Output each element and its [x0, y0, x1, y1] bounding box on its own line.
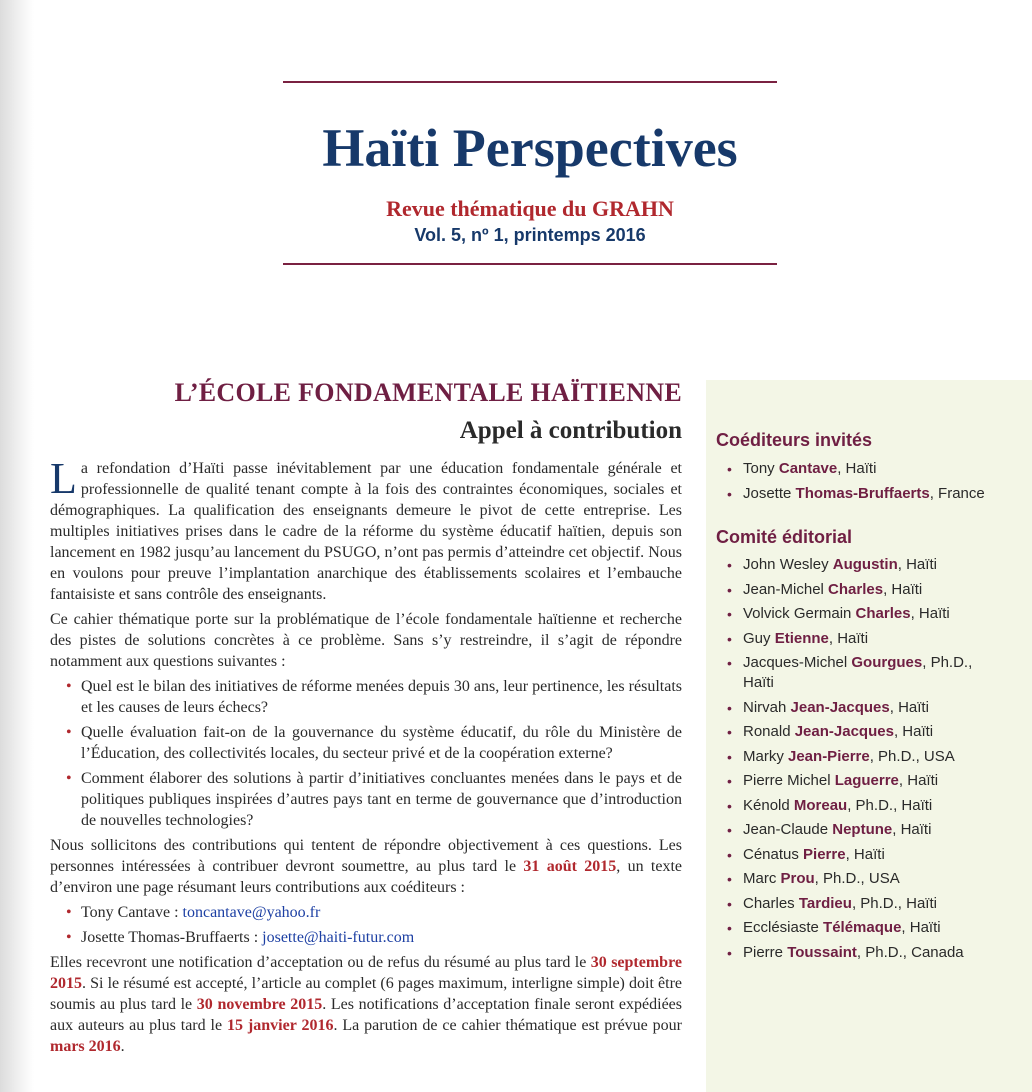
list-item: • Jean-Michel Charles, Haïti — [727, 580, 1017, 600]
list-item: • Ecclésiaste Télémaque, Haïti — [727, 918, 1017, 938]
timeline-text: . La parution de ce cahier thématique est prévue pour — [333, 1017, 683, 1034]
deadline-date: 31 août 2015 — [523, 858, 617, 875]
list-item: • Marc Prou, Ph.D., USA — [727, 869, 1017, 889]
coeditors-list — [727, 459, 1017, 508]
list-item: • Marky Jean-Pierre, Ph.D., USA — [727, 747, 1017, 767]
timeline-text: . Si le résumé est accepté, l’article au complet (6 pages maximum, interligne simple) doit être soumis au plus tard le — [50, 975, 682, 1013]
contact-item — [81, 927, 682, 948]
list-item: • Ronald Jean-Jacques, Haïti — [727, 722, 1017, 742]
list-item: • Charles Tardieu, Ph.D., Haïti — [727, 894, 1017, 914]
article — [50, 376, 682, 1061]
committee-heading: Comité éditorial — [716, 527, 853, 547]
list-item: • Josette Thomas-Bruffaerts, France — [727, 484, 1017, 504]
contact-item — [81, 902, 682, 923]
article-subtitle: Appel à contribution — [459, 417, 682, 444]
list-item: • Pierre Michel Laguerre, Haïti — [727, 771, 1017, 791]
header-top-rule — [283, 81, 777, 83]
committee-list — [727, 555, 1017, 967]
contact-name: Tony Cantave : — [81, 904, 183, 921]
list-item: • Quelle évaluation fait-on de la gouvernance du système éducatif, du rôle du Ministère de l’Éducation, des collectivités locales, du secteur privé et de la coopération externe? — [81, 722, 682, 764]
journal-issue: Vol. 5, nº 1, printemps 2016 — [414, 225, 646, 245]
list-item: • Guy Etienne, Haïti — [727, 629, 1017, 649]
page-edge-shadow — [0, 0, 34, 1092]
deadline-date: 30 septembre 2015 — [50, 954, 682, 992]
list-item: • Jacques-Michel Gourgues, Ph.D., Haïti — [727, 653, 993, 693]
journal-subtitle: Revue thématique du GRAHN — [386, 196, 674, 221]
publication-date: mars 2016 — [50, 1038, 121, 1055]
header-bottom-rule — [283, 263, 777, 265]
list-item: • Kénold Moreau, Ph.D., Haïti — [727, 796, 1017, 816]
list-item: • Tony Cantave, Haïti — [727, 459, 1017, 479]
deadline-date: 30 novembre 2015 — [196, 996, 323, 1013]
submission-paragraph — [50, 835, 682, 898]
editors-sidebar — [706, 380, 1032, 1092]
email-link[interactable]: josette@haiti-futur.com — [262, 929, 415, 946]
timeline-text: . Les notifications d’acceptation finale seront expédiées aux auteurs au plus tard le — [50, 996, 683, 1034]
list-item: • Nirvah Jean-Jacques, Haïti — [727, 698, 1017, 718]
list-item: • Comment élaborer des solutions à partir d’initiatives concluantes menées dans le pays et de politiques publiques inspirées d’autres pays tant en terme de gouvernance que d’introduction de nouvelles technologies? — [81, 768, 682, 831]
drop-cap: L — [50, 454, 77, 503]
deadline-date: 15 janvier 2016 — [227, 1017, 334, 1034]
timeline-paragraph — [50, 952, 682, 1057]
list-item: • Cénatus Pierre, Haïti — [727, 845, 1017, 865]
contacts-list — [50, 902, 682, 948]
email-link[interactable]: toncantave@yahoo.fr — [182, 904, 321, 921]
submission-text: Nous sollicitons des contributions qui tentent de répondre objectivement à ces questions. Les personnes intéressées à contribuer devront soumettre, au plus tard le — [50, 837, 682, 875]
coeditors-heading: Coéditeurs invités — [716, 430, 873, 450]
list-item: • Volvick Germain Charles, Haïti — [727, 604, 1017, 624]
intro-paragraph — [50, 454, 682, 605]
timeline-text: . — [120, 1038, 125, 1055]
list-item: • John Wesley Augustin, Haïti — [727, 555, 1017, 575]
questions-list — [50, 676, 682, 831]
scope-paragraph: Ce cahier thématique porte sur la problématique de l’école fondamentale haïtienne et recherche des pistes de solutions concrètes à ce problème. Sans s’y restreindre, il s’agit de répondre notamment aux questions suivantes : — [50, 611, 682, 670]
submission-text-end: , un texte d’environ une page résumant leurs contributions aux coéditeurs : — [50, 858, 682, 896]
list-item: • Quel est le bilan des initiatives de réforme menées depuis 30 ans, leur pertinence, les résultats et les causes de leurs échecs? — [81, 676, 682, 718]
contact-name: Josette Thomas-Bruffaerts : — [81, 929, 263, 946]
timeline-text: Elles recevront une notification d’acceptation ou de refus du résumé au plus tard le — [50, 954, 591, 971]
article-title: L’ÉCOLE FONDAMENTALE HAÏTIENNE — [174, 378, 682, 407]
journal-title: Haïti Perspectives — [322, 118, 738, 178]
list-item: • Jean-Claude Neptune, Haïti — [727, 820, 1017, 840]
list-item: • Pierre Toussaint, Ph.D., Canada — [727, 943, 1017, 963]
intro-text: a refondation d’Haïti passe inévitablement par une éducation fondamentale générale et professionnelle de qualité tenant compte à la fois des contraintes économiques, sociales et démographiques. La qualification des enseignants demeure le pivot de cette entreprise. Les multiples initiatives prises dans le cadre de la réforme du système éducatif haïtien, depuis son lancement en 1982 jusqu’au lancement du PSUGO, n’ont pas permis d’atteindre cet objectif. Nous en voulons pour preuve l’implantation anarchique des établissements scolaires et l’embauche fantaisiste et sans contrôle des enseignants. — [50, 460, 682, 603]
